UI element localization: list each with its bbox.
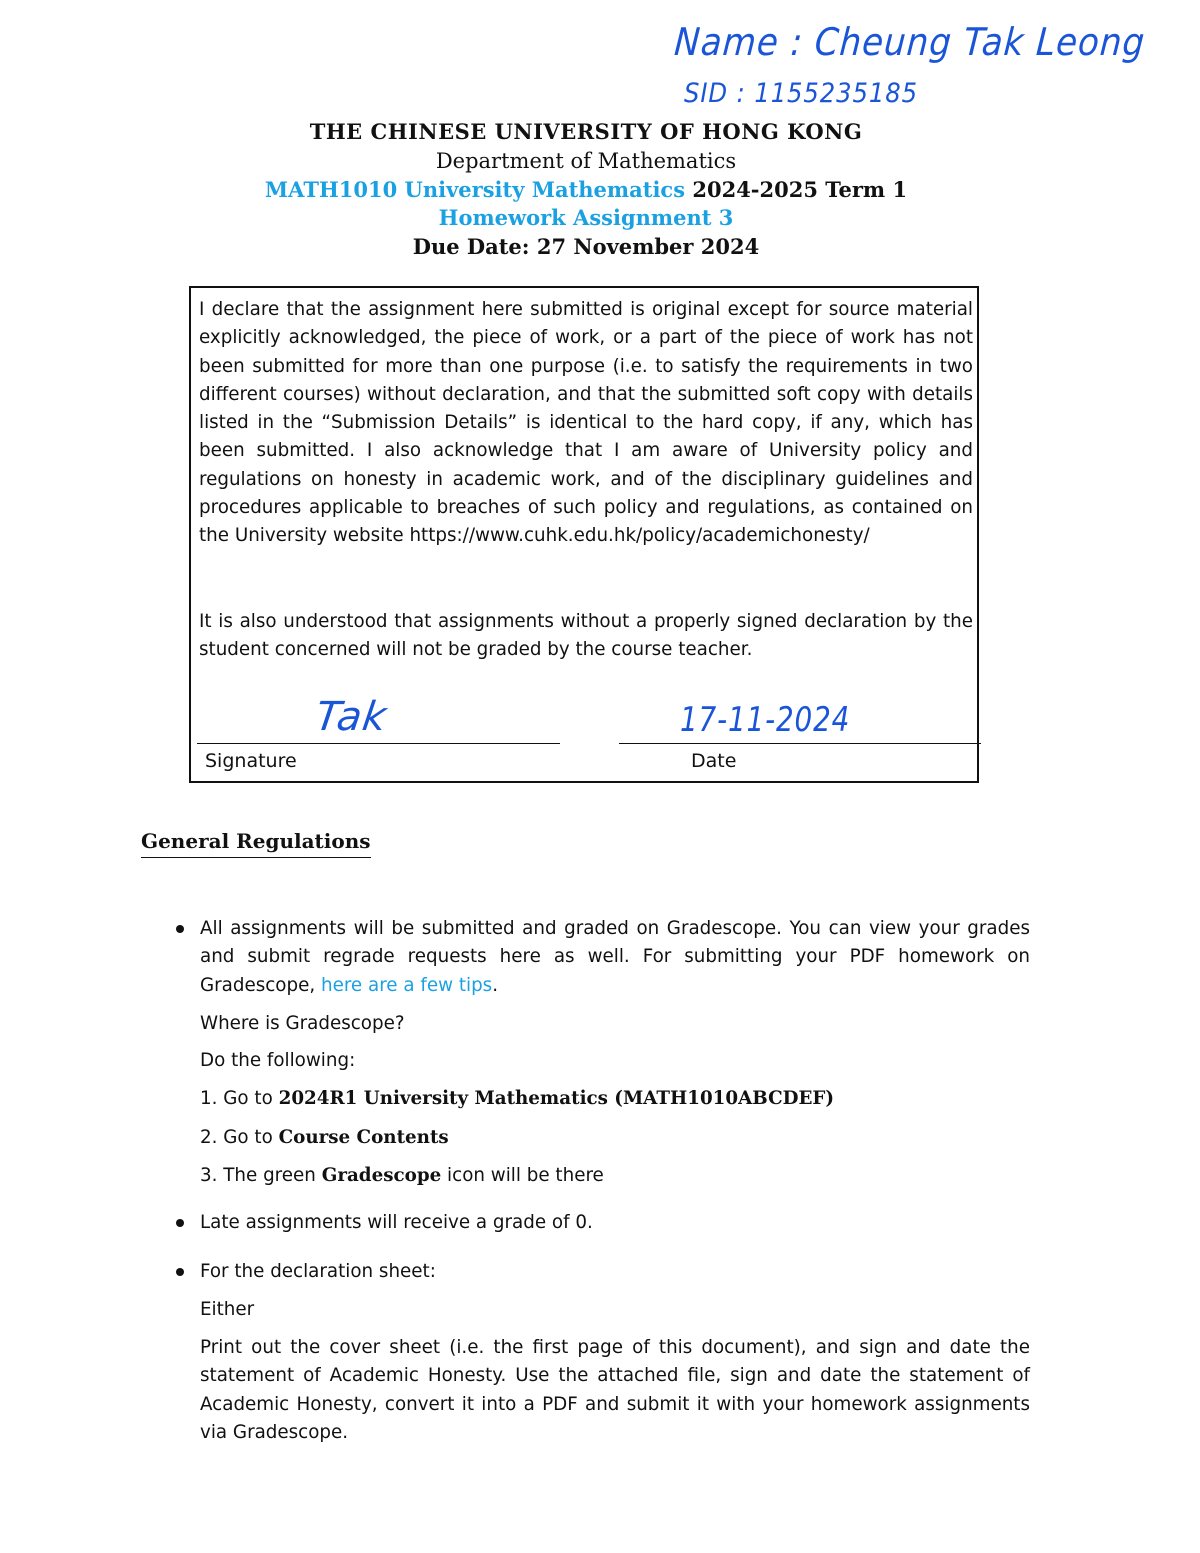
department-name: Department of Mathematics xyxy=(435,149,737,173)
step-bold: 2024R1 University Mathematics (MATH1010ABCDEF) xyxy=(278,1088,835,1109)
course-line xyxy=(0,176,1172,204)
step-2 xyxy=(200,1124,449,1152)
step-1 xyxy=(200,1085,834,1113)
bullet-icon xyxy=(176,925,184,933)
signature-label: Signature xyxy=(205,750,297,772)
declaration-paragraph-2: It is also understood that assignments without a properly signed declaration by the student concerned will not be graded by the course teacher. xyxy=(199,611,973,661)
tips-link[interactable]: here are a few tips xyxy=(320,974,493,996)
where-gradescope: Where is Gradescope? xyxy=(200,1013,405,1034)
assignment-title: Homework Assignment 3 xyxy=(438,205,734,230)
course-title: MATH1010 University Mathematics xyxy=(264,177,686,202)
handwritten-signature: Tak xyxy=(312,694,391,740)
step-3 xyxy=(200,1162,604,1190)
step-text: Go to xyxy=(223,1127,279,1148)
bullet-declaration: For the declaration sheet: xyxy=(200,1261,436,1282)
section-title: General Regulations xyxy=(141,829,371,858)
bullet-icon xyxy=(176,1268,184,1276)
university-name: THE CHINESE UNIVERSITY OF HONG KONG xyxy=(309,119,863,144)
do-following: Do the following: xyxy=(200,1050,356,1071)
due-date: Due Date: 27 November 2024 xyxy=(412,234,760,259)
course-term: 2024-2025 Term 1 xyxy=(685,177,908,202)
handwritten-name: Name : Cheung Tak Leong xyxy=(672,20,1147,64)
step-text-end: icon will be there xyxy=(441,1165,604,1186)
step-text: The green xyxy=(223,1165,322,1186)
step-number: 1. xyxy=(200,1088,218,1109)
handwritten-sid: SID : 1155235185 xyxy=(684,78,918,109)
date-label: Date xyxy=(691,750,737,772)
bullet-icon xyxy=(176,1219,184,1227)
bullet-gradescope-end: . xyxy=(492,974,499,996)
step-bold: Gradescope xyxy=(321,1165,442,1186)
signature-line xyxy=(197,743,560,744)
bullet-gradescope-text: All assignments will be submitted and graded on Gradescope. You can view your grades and submit regrade requests here as well. For submitting your PDF homework on Gradescope, xyxy=(200,918,1030,996)
bullet-late: Late assignments will receive a grade of 0. xyxy=(200,1212,593,1233)
declaration-paragraph-1: I declare that the assignment here submitted is original except for source material explicitly acknowledged, the piece of work, or a part of the piece of work has not been submitted for more than one purpose (i.e. to satisfy the requirements in two different courses) without declaration, and that the submitted soft copy with details listed in the “Submission Details” is identical to the hard copy, if any, which has been submitted. I also acknowledge that I am aware of University policy and regulations on honesty in academic work, and of the disciplinary guidelines and procedures applicable to breaches of such policy and regulations, as contained on the University website https://www.cuhk.edu.hk/policy/academichonesty/ xyxy=(199,299,973,547)
either-text: Either xyxy=(200,1299,255,1320)
step-number: 3. xyxy=(200,1165,218,1186)
declaration-box xyxy=(189,286,979,783)
step-bold: Course Contents xyxy=(278,1127,449,1148)
bullet-gradescope xyxy=(200,915,1030,1000)
date-line xyxy=(619,743,981,744)
handwritten-date: 17-11-2024 xyxy=(680,700,851,740)
step-number: 2. xyxy=(200,1127,218,1148)
step-text: Go to xyxy=(223,1088,279,1109)
print-paragraph: Print out the cover sheet (i.e. the first page of this document), and sign and date the statement of Academic Honesty. Use the attached file, sign and date the statement of Academic Honesty, convert it into a PDF and submit it with your homework assignments via Gradescope. xyxy=(200,1337,1030,1443)
